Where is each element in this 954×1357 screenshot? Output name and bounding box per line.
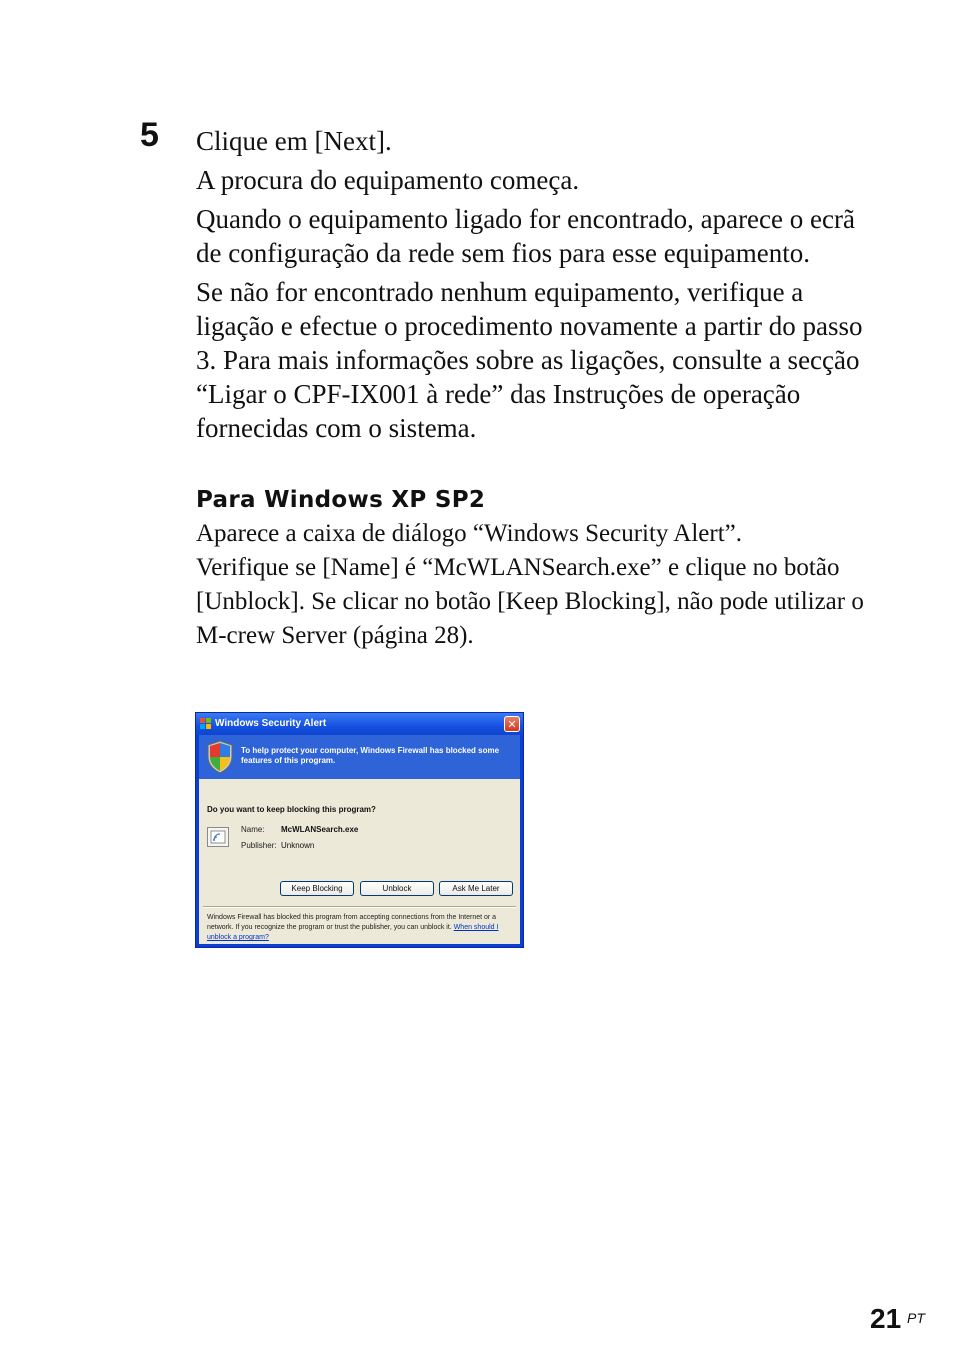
banner-message: To help protect your computer, Windows Firewall has blocked some features of this program.	[241, 746, 500, 765]
page-language-suffix: PT	[907, 1310, 925, 1326]
step-content	[196, 124, 886, 653]
page-number: 21	[870, 1303, 902, 1334]
ask-me-later-button[interactable]: Ask Me Later	[439, 881, 513, 896]
keep-blocking-button[interactable]: Keep Blocking	[280, 881, 354, 896]
security-alert-dialog	[195, 712, 524, 948]
dialog-titlebar[interactable]	[196, 713, 523, 735]
windows-flag-icon	[200, 718, 211, 729]
dialog-title: Windows Security Alert	[215, 718, 327, 729]
section-heading: Para Windows XP SP2	[196, 487, 486, 513]
name-value: McWLANSearch.exe	[281, 825, 359, 834]
step-number: 5	[140, 116, 159, 154]
section-paragraph-1: Aparece a caixa de diálogo “Windows Security Alert”.	[196, 520, 742, 547]
dialog-banner	[199, 735, 520, 779]
unblock-help-link[interactable]: When should I unblock a program?	[207, 924, 499, 941]
step-paragraph-1: Clique em [Next].	[196, 126, 392, 156]
section-paragraph-2: Verifique se [Name] é “McWLANSearch.exe” e clique no botão [Unblock]. Se clicar no botão [Keep Blocking], não pode utilizar o M-crew Server (página 28).	[196, 554, 864, 649]
step-paragraph-3: Quando o equipamento ligado for encontrado, aparece o ecrã de configuração da rede sem fios para esse equipamento.	[196, 204, 855, 268]
program-icon	[207, 827, 229, 847]
network-program-icon	[208, 828, 228, 846]
step-paragraph-4: Se não for encontrado nenhum equipamento, verifique a ligação e efectue o procedimento novamente a partir do passo 3. Para mais informações sobre as ligações, consulte a secção “Ligar o CPF-IX001 à rede” das Instruções de operação fornecidas com o sistema.	[196, 277, 863, 443]
dialog-separator	[203, 906, 516, 908]
publisher-value: Unknown	[281, 841, 315, 850]
security-shield-icon	[206, 740, 234, 774]
publisher-label: Publisher:	[241, 841, 277, 850]
close-button[interactable]: ✕	[504, 716, 520, 732]
name-label: Name:	[241, 825, 265, 834]
footer-message: Windows Firewall has blocked this program from accepting connections from the Internet or a network. If you recognize the program or trust the publisher, you can unblock it.	[207, 914, 497, 931]
dialog-body	[199, 735, 520, 944]
dialog-footer	[207, 913, 507, 943]
unblock-button[interactable]: Unblock	[360, 881, 434, 896]
step-paragraph-2: A procura do equipamento começa.	[196, 165, 580, 195]
block-question: Do you want to keep blocking this program?	[207, 805, 376, 814]
